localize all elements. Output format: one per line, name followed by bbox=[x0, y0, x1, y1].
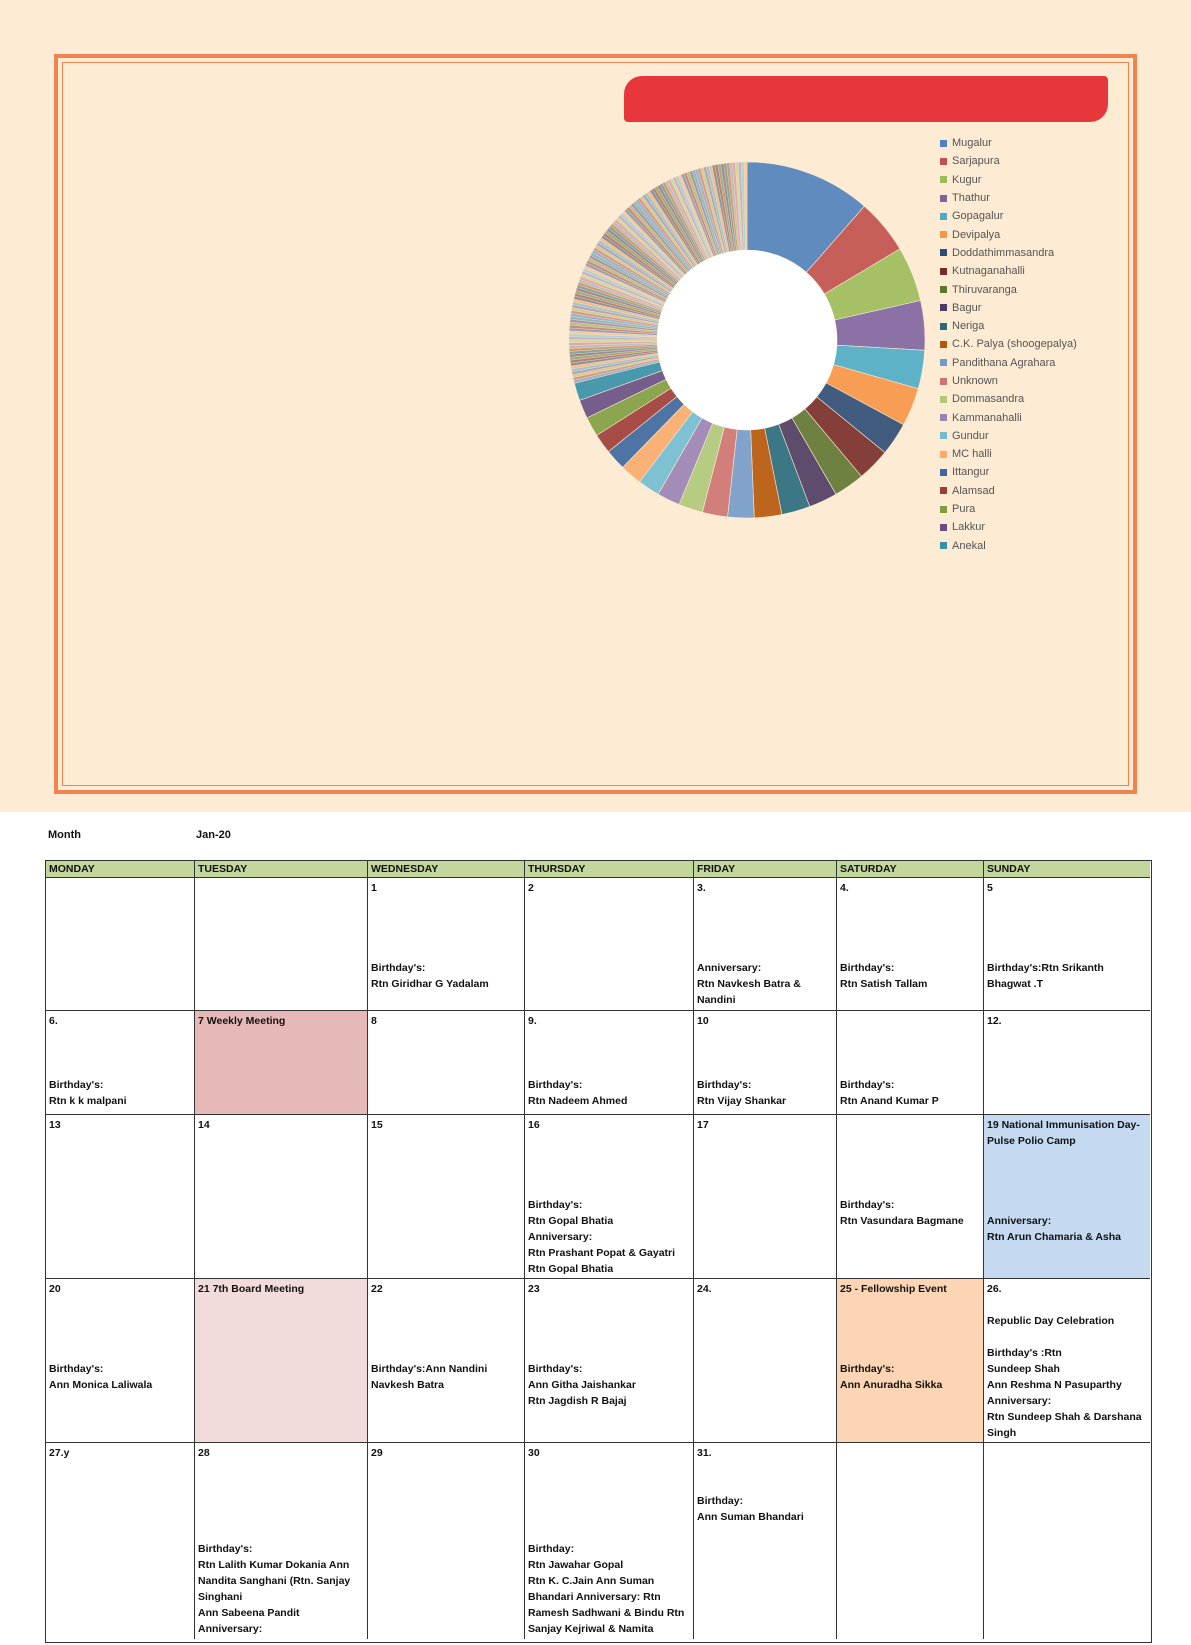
legend-swatch bbox=[940, 542, 947, 549]
day-note: Birthday's: Rtn Anand Kumar P bbox=[840, 1079, 939, 1107]
legend-label: Alamsad bbox=[952, 484, 995, 497]
calendar-day-cell bbox=[525, 1011, 694, 1115]
legend-item bbox=[940, 207, 1077, 225]
day-number: 23 bbox=[528, 1283, 540, 1295]
legend-label: Pura bbox=[952, 503, 976, 516]
day-note: Republic Day Celebration Birthday's :Rtn Sundeep Shah Ann Reshma N Pasuparthy Anniversary: Rtn Sundeep Shah & Darshana Singh bbox=[987, 1315, 1142, 1439]
day-header: TUESDAY bbox=[195, 861, 368, 878]
legend-label: Unknown bbox=[952, 375, 998, 387]
calendar-day-cell bbox=[195, 1279, 368, 1443]
legend-item bbox=[940, 152, 1077, 170]
day-number: 29 bbox=[371, 1447, 383, 1459]
legend-swatch bbox=[940, 268, 947, 275]
legend-label: C.K. Palya (shoogepalya) bbox=[952, 338, 1077, 351]
legend-swatch bbox=[940, 195, 947, 202]
legend-item bbox=[940, 299, 1077, 317]
day-number: 10 bbox=[697, 1015, 709, 1027]
calendar-day-cell bbox=[694, 1279, 837, 1443]
day-number: 2 bbox=[528, 882, 534, 894]
calendar-day-cell bbox=[46, 1279, 195, 1443]
legend-swatch bbox=[940, 432, 947, 439]
day-note: Birthday's: Rtn Vijay Shankar bbox=[697, 1079, 787, 1107]
legend-swatch bbox=[940, 359, 947, 366]
day-number: 14 bbox=[198, 1119, 210, 1131]
legend-item bbox=[940, 372, 1077, 390]
legend-item bbox=[940, 171, 1077, 189]
legend-label: Bagur bbox=[952, 301, 982, 314]
day-number: 13 bbox=[49, 1119, 61, 1131]
day-header: SUNDAY bbox=[984, 861, 1150, 878]
legend-label: Thathur bbox=[952, 192, 990, 205]
legend-label: Gopagalur bbox=[952, 210, 1004, 223]
legend-swatch bbox=[940, 506, 947, 513]
day-number: 22 bbox=[371, 1283, 383, 1295]
day-number: 17 bbox=[697, 1119, 709, 1131]
legend-swatch bbox=[940, 304, 947, 311]
legend-item bbox=[940, 500, 1077, 518]
legend-item bbox=[940, 445, 1077, 463]
day-note: Birthday's:Ann Nandini Navkesh Batra bbox=[371, 1363, 488, 1391]
legend-swatch bbox=[940, 341, 947, 348]
day-number: 31. bbox=[697, 1447, 712, 1459]
calendar-day-cell bbox=[837, 1011, 984, 1115]
calendar-day-cell bbox=[46, 878, 195, 1011]
legend-label: Devipalya bbox=[952, 228, 1001, 241]
day-note: Birthday: Rtn Jawahar Gopal Rtn K. C.Jain Ann Suman Bhandari Anniversary: Rtn Ramesh Sadhwani & Bindu Rtn Sanjay Kejriwal & Namita bbox=[528, 1543, 685, 1635]
legend-swatch bbox=[940, 231, 947, 238]
legend-item bbox=[940, 280, 1077, 298]
calendar-day-cell bbox=[368, 1443, 525, 1639]
day-number: 16 bbox=[528, 1119, 540, 1131]
day-number: 8 bbox=[371, 1015, 377, 1027]
day-header: FRIDAY bbox=[694, 861, 837, 878]
day-note: Birthday's: Rtn Vasundara Bagmane bbox=[840, 1199, 964, 1227]
legend-item bbox=[940, 408, 1077, 426]
legend-label: Gundur bbox=[952, 429, 989, 442]
calendar-day-cell bbox=[984, 878, 1150, 1011]
day-number: 19 National Immunisation Day- Pulse Polio Camp bbox=[987, 1119, 1140, 1147]
calendar-day-cell bbox=[525, 878, 694, 1011]
legend-label: Pandithana Agrahara bbox=[952, 356, 1056, 369]
day-number: 4. bbox=[840, 882, 849, 894]
calendar-day-cell bbox=[984, 1115, 1150, 1279]
month-value: Jan-20 bbox=[196, 829, 231, 841]
calendar-day-cell bbox=[837, 1115, 984, 1279]
calendar-day-cell bbox=[195, 1011, 368, 1115]
legend-label: MC halli bbox=[952, 448, 992, 461]
day-header: THURSDAY bbox=[525, 861, 694, 878]
legend-item bbox=[940, 354, 1077, 372]
legend-swatch bbox=[940, 378, 947, 385]
legend-label: Anekal bbox=[952, 539, 986, 552]
calendar-day-cell bbox=[837, 878, 984, 1011]
calendar-day-cell bbox=[195, 878, 368, 1011]
donut-hole bbox=[657, 250, 837, 430]
legend-item bbox=[940, 518, 1077, 536]
day-note: Birthday's: Ann Monica Laliwala bbox=[49, 1363, 153, 1391]
calendar-day-cell bbox=[525, 1115, 694, 1279]
legend-label: Kutnaganahalli bbox=[952, 265, 1025, 278]
calendar-day-cell bbox=[46, 1011, 195, 1115]
day-number: 26. bbox=[987, 1283, 1002, 1295]
legend-label: Kugur bbox=[952, 173, 982, 186]
report-panel bbox=[0, 0, 1191, 812]
day-number: 28 bbox=[198, 1447, 210, 1459]
calendar-grid bbox=[45, 860, 1152, 1643]
legend-swatch bbox=[940, 158, 947, 165]
legend-item bbox=[940, 189, 1077, 207]
day-number: 6. bbox=[49, 1015, 58, 1027]
calendar-day-cell bbox=[694, 1443, 837, 1639]
day-note: Birthday's: Ann Anuradha Sikka bbox=[840, 1363, 943, 1391]
legend-label: Ittangur bbox=[952, 466, 990, 479]
day-number: 5 bbox=[987, 882, 993, 894]
legend-item bbox=[940, 317, 1077, 335]
legend-item bbox=[940, 482, 1077, 500]
day-number: 15 bbox=[371, 1119, 383, 1131]
day-number: 3. bbox=[697, 882, 706, 894]
day-number: 9. bbox=[528, 1015, 537, 1027]
day-note: Anniversary: Rtn Navkesh Batra & Nandini bbox=[697, 962, 801, 1006]
legend-item bbox=[940, 225, 1077, 243]
legend-item bbox=[940, 463, 1077, 481]
calendar-day-cell bbox=[984, 1443, 1150, 1639]
day-note: Birthday's: Rtn Giridhar G Yadalam bbox=[371, 962, 489, 990]
day-number: 21 7th Board Meeting bbox=[198, 1283, 305, 1295]
legend-label: Mugalur bbox=[952, 137, 992, 150]
calendar-day-cell bbox=[694, 1011, 837, 1115]
legend-swatch bbox=[940, 451, 947, 458]
day-number: 24. bbox=[697, 1283, 712, 1295]
day-number: 25 - Fellowship Event bbox=[840, 1283, 947, 1295]
legend-swatch bbox=[940, 249, 947, 256]
day-number: 7 Weekly Meeting bbox=[198, 1015, 286, 1027]
legend-label: Neriga bbox=[952, 320, 985, 333]
day-note: Birthday's: Rtn k k malpani bbox=[49, 1079, 127, 1107]
legend-label: Doddathimmasandra bbox=[952, 246, 1055, 259]
legend-label: Lakkur bbox=[952, 521, 986, 534]
legend-swatch bbox=[940, 396, 947, 403]
legend-swatch bbox=[940, 323, 947, 330]
chart-legend bbox=[940, 134, 1077, 555]
calendar-day-cell bbox=[195, 1443, 368, 1639]
legend-label: Kammanahalli bbox=[952, 411, 1022, 424]
day-note: Birthday's: Rtn Gopal Bhatia Anniversary: Rtn Prashant Popat & Gayatri Rtn Gopal Bhatia bbox=[528, 1199, 676, 1275]
legend-item bbox=[940, 244, 1077, 262]
legend-item bbox=[940, 262, 1077, 280]
day-header: MONDAY bbox=[46, 861, 195, 878]
legend-swatch bbox=[940, 213, 947, 220]
legend-item bbox=[940, 134, 1077, 152]
day-header: SATURDAY bbox=[837, 861, 984, 878]
day-number: 12. bbox=[987, 1015, 1002, 1027]
day-note: Birthday's: Ann Githa Jaishankar Rtn Jagdish R Bajaj bbox=[528, 1363, 636, 1407]
calendar-day-cell bbox=[525, 1279, 694, 1443]
month-label: Month bbox=[48, 829, 81, 841]
legend-label: Sarjapura bbox=[952, 155, 1000, 168]
legend-swatch bbox=[940, 524, 947, 531]
day-note: Birthday's: Rtn Nadeem Ahmed bbox=[528, 1079, 628, 1107]
calendar-day-cell bbox=[694, 1115, 837, 1279]
legend-item bbox=[940, 390, 1077, 408]
legend-swatch bbox=[940, 487, 947, 494]
calendar-day-cell bbox=[368, 1011, 525, 1115]
legend-label: Thiruvaranga bbox=[952, 283, 1017, 296]
day-number: 30 bbox=[528, 1447, 540, 1459]
calendar-day-cell bbox=[525, 1443, 694, 1639]
calendar-day-cell bbox=[984, 1011, 1150, 1115]
day-note: Birthday: Ann Suman Bhandari bbox=[697, 1495, 804, 1523]
day-number: 20 bbox=[49, 1283, 61, 1295]
day-note: Birthday's: Rtn Satish Tallam bbox=[840, 962, 928, 990]
legend-item bbox=[940, 427, 1077, 445]
calendar-day-cell bbox=[368, 1279, 525, 1443]
legend-item bbox=[940, 335, 1077, 353]
legend-swatch bbox=[940, 286, 947, 293]
legend-swatch bbox=[940, 414, 947, 421]
calendar-day-cell bbox=[368, 1115, 525, 1279]
legend-swatch bbox=[940, 176, 947, 183]
calendar-day-cell bbox=[694, 878, 837, 1011]
calendar-day-cell bbox=[195, 1115, 368, 1279]
legend-swatch bbox=[940, 469, 947, 476]
calendar-day-cell bbox=[984, 1279, 1150, 1443]
day-number: 1 bbox=[371, 882, 377, 894]
calendar-day-cell bbox=[837, 1279, 984, 1443]
day-note: Anniversary: Rtn Arun Chamaria & Asha bbox=[987, 1215, 1121, 1243]
legend-swatch bbox=[940, 140, 947, 147]
calendar-day-cell bbox=[46, 1443, 195, 1639]
day-header: WEDNESDAY bbox=[368, 861, 525, 878]
legend-label: Dommasandra bbox=[952, 393, 1025, 406]
calendar-day-cell bbox=[368, 878, 525, 1011]
calendar-day-cell bbox=[46, 1115, 195, 1279]
calendar-day-cell bbox=[837, 1443, 984, 1639]
day-note: Birthday's: Rtn Lalith Kumar Dokania Ann Nandita Sanghani (Rtn. Sanjay Singhani Ann Sabeena Pandit Anniversary: bbox=[198, 1543, 351, 1635]
day-note: Birthday's:Rtn Srikanth Bhagwat .T bbox=[987, 962, 1104, 990]
day-number: 27.y bbox=[49, 1447, 70, 1459]
legend-item bbox=[940, 537, 1077, 555]
